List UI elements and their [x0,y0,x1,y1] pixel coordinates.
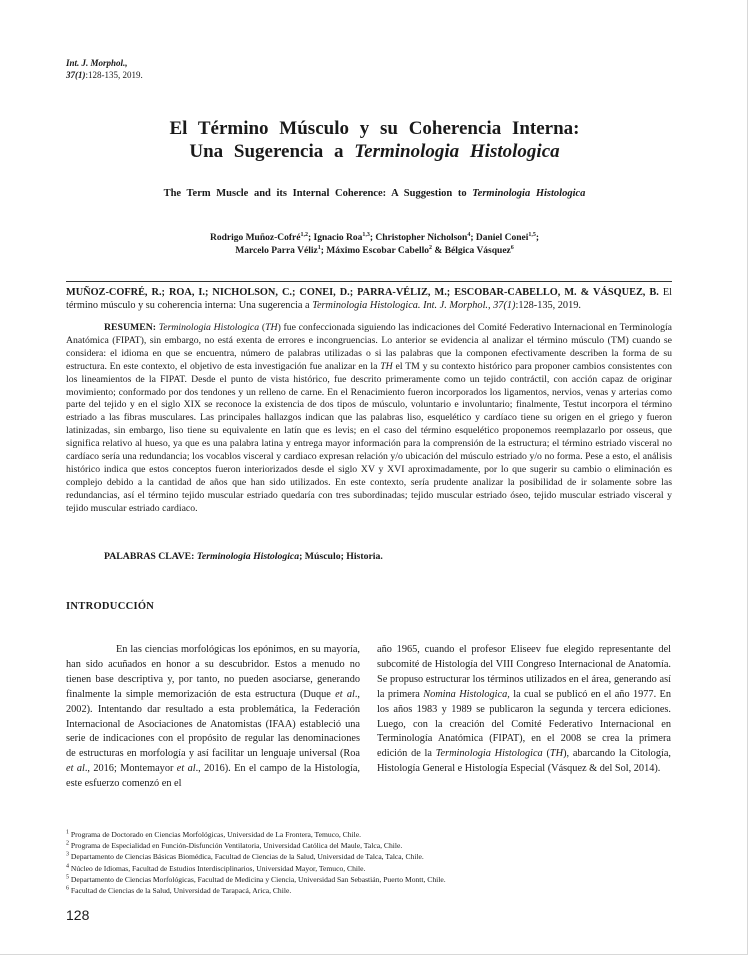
intro-th-name: Terminologia Histologica [435,748,543,760]
intro-left-text-4: ., 2016). En el campo de la Histología, este esfuerzo comenzó en el [66,763,360,790]
intro-left-column [66,643,360,792]
author-name: Máximo Escobar Cabello [326,246,430,256]
author-affiliation-marker: 6 [510,244,514,251]
abstract-th-abbr-2: TH [380,360,393,372]
et-al-2: et al [66,763,85,775]
author-separator: ; [470,233,476,243]
author-list [66,232,683,258]
footnote-text: Departamento de Ciencias Morfológicas, Facultad de Medicina y Ciencia, Universidad San Sebastián, Puerto Montt, Chile. [70,874,446,884]
author-name: Bélgica Vásquez [444,246,511,256]
intro-th-abbr: TH [549,748,564,760]
footnote-number: 6 [66,885,69,892]
keywords [104,551,383,562]
author-line-2 [66,245,683,258]
abstract-th-name: Terminologia Histologica [158,322,260,333]
affiliation-footnotes [66,829,446,896]
footnote [66,829,446,840]
abstract [66,322,672,516]
footnote-text: Departamento de Ciencias Básicas Biomédica, Facultad de Ciencias de la Salud, Universidad de Talca, Talca, Chile. [70,852,424,862]
footnote-text: Núcleo de Idiomas, Facultad de Estudios Interdisciplinarios, Universidad Mayor, Temuco, Chile. [70,863,366,873]
keywords-rest: ; Músculo; Historia. [299,551,383,562]
english-title-prefix: The Term Muscle and its Internal Coherence: A Suggestion to [163,188,467,199]
intro-left-text-2: ., 2002). Intentando dar resultado a esta problemática, la Federación Internacional de Asociaciones de Anatomistas (IFAA) estableció una serie de indicaciones con el propósito de regular las denominaciones de estructuras en morfología y así facilitar un lenguaje universal (Roa [66,688,361,760]
page-number: 128 [66,907,90,923]
author-line-1 [66,232,683,245]
citation-italic-title: Terminologia Histologica. Int. J. Morphol., 37(1) [312,300,516,311]
keywords-italic: Terminologia Histologica [196,551,300,562]
et-al-3: et al [176,763,196,775]
author-separator: ; [369,233,376,243]
citation-text: El término músculo y su coherencia interna: Una sugerencia a [66,287,672,311]
citation-authors: MUÑOZ-COFRÉ, R.; ROA, I.; NICHOLSON, C.; CONEI, D.; PARRA-VÉLIZ, M.; ESCOBAR-CABELLO, M. & VÁSQUEZ, B. [66,287,659,298]
english-title [66,188,683,199]
journal-reference [66,58,143,81]
author-affiliation-marker: 1,2 [300,231,308,238]
author-name: Christopher Nicholson [375,233,468,243]
journal-name: Int. J. Morphol., [66,58,128,68]
intro-left-text-1: En las ciencias morfológicas los epónimos, en su mayoría, han sido acuñados en honor a su descubridor. Estos a menudo no tienen base descriptiva y, por tanto, no pueden asociarse, generando finalmente la simple memorización de esta estructura (Duque [66,644,360,700]
abstract-text-2: el TM y su contexto histórico para proponer cambios consistentes con los lineamientos de la FIPAT. Desde el punto de vista histórico, fue descrito primeramente como un tejido contráctil, con acción capaz de originar movimiento; conformado por dos tendones y un relleno de carne. En el Renacimiento fueron incorporados los ligamentos, nervios, venas y arterias como parte del tejido y en el siglo XIX se reconoce la existencia de dos tipos de músculo, voluntario e involuntario; finalmente, Testut incorpora el término estriado a las fibras musculares. Las principales hallazgos indican que las palabras liso, esquelético y cardíaco tiene su origen en el griego y fueron latinizadas, sin embargo, liso tiene su equivalente en latín que es levis; en el caso del término esquelético proponemos reemplazarlo por osseus, que significa relativo al hueso, ya que es una palabra latina y entrega mayor información para la comprensión de la estructura; el término estriado visceral no cardíaco sería una redundancia; los vocablos visceral y cardiaco expresan relación y/o ubicación del músculo estriado y/o no forma. Pese a esto, el análisis histórico indica que estos conceptos fueron interiorizados desde el siglo XV y XVI aproximadamente, por lo que sugerir su cambio o eliminación es complejo debido a la cantidad de años que han sido utilizados. En este contexto, sería prudente analizar la posibilidad de ir solamente sobre las redundancias, así el término tejido muscular estriado quedaría con tres subordinadas; tejido muscular estriado óseo, tejido muscular estriado visceral y tejido muscular estriado cardiaco. [66,360,672,514]
author-separator: ; [307,233,314,243]
intro-left-text-3: ., 2016; Montemayor [84,763,177,775]
keywords-label: PALABRAS CLAVE: [104,551,197,562]
et-al-1: et al [335,688,355,700]
footnote [66,840,446,851]
footnote [66,863,446,874]
author-separator: ; [535,233,540,243]
intro-right-text-2: la cual se publicó en el año 1977. En los años 1983 y 1989 se publicaron la segunda y tercera ediciones. Luego, con la creación del Comité Federativo Internacional en Terminología Anatómica (FIPAT), en el 2008 se crea la primera edición de la [377,688,671,760]
footnote [66,874,446,885]
footnote-number: 3 [66,851,69,858]
journal-pages: :128-135, 2019. [85,69,143,80]
section-heading-introduccion: INTRODUCCIÓN [66,601,155,612]
author-name: Marcelo Parra Véliz [235,246,318,256]
nomina-histologica: Nomina Histologica, [423,688,510,700]
article-title [66,117,683,163]
english-title-italic: Terminologia Histologica [472,188,586,199]
intro-right-text-3: ), abarcando la Citología, Histología General e Histología Especial (Vásquez & del Sol, 2014). [377,748,671,775]
author-affiliation-marker: 1,3 [362,231,370,238]
footnote [66,851,446,862]
citation-block [66,281,672,312]
intro-right-text-1: año 1965, cuando el profesor Eliseev fue elegido representante del subcomité de Histología del VIII Congreso Internacional de Anatomía. Se propuso estructurar los términos utilizados en el área, generando así la primera [377,644,671,700]
footnote-number: 1 [66,829,69,836]
title-line-2-prefix: Una Sugerencia a [189,141,344,162]
title-line-1: El Término Músculo y su Coherencia Interna: [169,118,580,139]
footnote-text: Programa de Doctorado en Ciencias Morfológicas, Universidad de La Frontera, Temuco, Chile. [70,830,362,839]
abstract-paren: ( [259,322,266,333]
author-affiliation-marker: 2 [429,244,433,251]
author-affiliation-marker: 1,5 [528,231,536,238]
abstract-label: RESUMEN: [104,322,159,333]
footnote-text: Facultad de Ciencias de la Salud, Universidad de Tarapacá, Arica, Chile. [70,886,292,896]
intro-right-paren: ( [542,748,550,760]
footnote [66,885,446,896]
footnote-number: 5 [66,874,69,881]
author-affiliation-marker: 4 [467,231,471,238]
title-line-2-italic: Terminologia Histologica [354,141,560,162]
abstract-text-1: ) fue confeccionada siguiendo las indicaciones del Comité Federativo Internacional en Terminología Anatómica (FIPAT), sin embargo, no está exenta de errores e incongruencias. Lo anterior se evidencia al analizar el término músculo (TM) cuando se considera: el idioma en que se encuentra, número de palabras utilizadas o si las palabras que la componen efectivamente describen la forma de su estructura. En este contexto, el objetivo de esta investigación fue analizar en la [66,322,672,372]
author-name: Ignacio Roa [313,233,363,243]
author-name: Daniel Conei [475,233,529,243]
abstract-th-abbr: TH [265,322,278,333]
author-name: Rodrigo Muñoz-Cofré [209,233,301,243]
intro-right-column [377,643,671,777]
footnote-text: Programa de Especialidad en Función-Disfunción Ventilatoria, Universidad Católica del Maule, Talca, Chile. [70,841,403,851]
author-separator: ; [320,246,327,256]
footnote-number: 4 [66,863,69,870]
citation-pages: :128-135, 2019. [515,300,581,311]
footnote-number: 2 [66,840,69,847]
author-separator: & [432,246,445,256]
author-affiliation-marker: 1 [317,244,321,251]
journal-volume: 37(1) [66,69,86,80]
